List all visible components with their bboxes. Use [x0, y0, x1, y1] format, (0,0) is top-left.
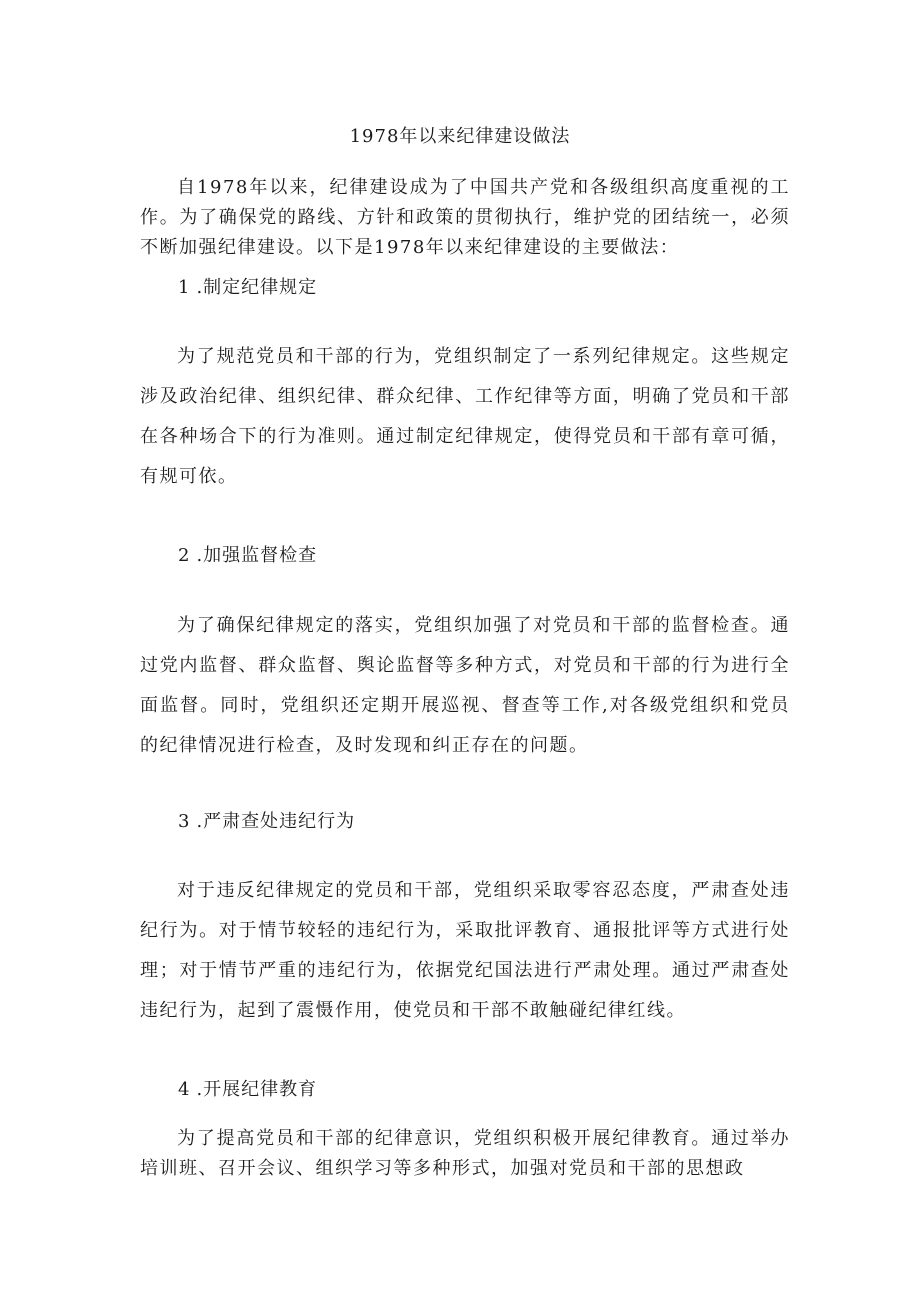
section-number: 1: [178, 277, 191, 298]
section-title: .开展纪律教育: [196, 1079, 318, 1100]
section-body-2: 为了确保纪律规定的落实，党组织加强了对党员和干部的监督检查。通过党内监督、群众监督、舆论监督等多种方式，对党员和干部的行为进行全面监督。同时，党组织还定期开展巡视、督查等工作,对各级党组织和党员的纪律情况进行检查，及时发现和纠正存在的问题。: [140, 615, 790, 756]
intro-paragraph: 自1978年以来，纪律建设成为了中国共产党和各级组织高度重视的工作。为了确保党的路线、方针和政策的贯彻执行，维护党的团结统一，必须不断加强纪律建设。以下是1978年以来纪律建设的主要做法：: [140, 177, 790, 258]
section-heading-3: [178, 809, 355, 835]
section-number: 4: [178, 1079, 191, 1100]
document-title: 1978年以来纪律建设做法: [349, 126, 571, 147]
section-body-1: 为了规范党员和干部的行为，党组织制定了一系列纪律规定。这些规定涉及政治纪律、组织纪律、群众纪律、工作纪律等方面，明确了党员和干部在各种场合下的行为准则。通过制定纪律规定，使得党员和干部有章可循，有规可依。: [140, 346, 790, 487]
section-title: .制定纪律规定: [196, 277, 318, 298]
section-title: .加强监督检查: [196, 545, 318, 566]
section-heading-4: [178, 1077, 317, 1103]
section-body-4: 为了提高党员和干部的纪律意识，党组织积极开展纪律教育。通过举办培训班、召开会议、组织学习等多种形式，加强对党员和干部的思想政: [140, 1128, 790, 1179]
section-number: 2: [178, 545, 191, 566]
section-heading-2: [178, 543, 317, 569]
section-number: 3: [178, 811, 191, 832]
section-body-3: 对于违反纪律规定的党员和干部，党组织采取零容忍态度，严肃查处违纪行为。对于情节较轻的违纪行为，采取批评教育、通报批评等方式进行处理；对于情节严重的违纪行为，依据党纪国法进行严肃处理。通过严肃查处违纪行为，起到了震慑作用，使党员和干部不敢触碰纪律红线。: [140, 880, 790, 1021]
section-heading-1: [178, 275, 317, 301]
section-title: .严肃查处违纪行为: [196, 811, 356, 832]
